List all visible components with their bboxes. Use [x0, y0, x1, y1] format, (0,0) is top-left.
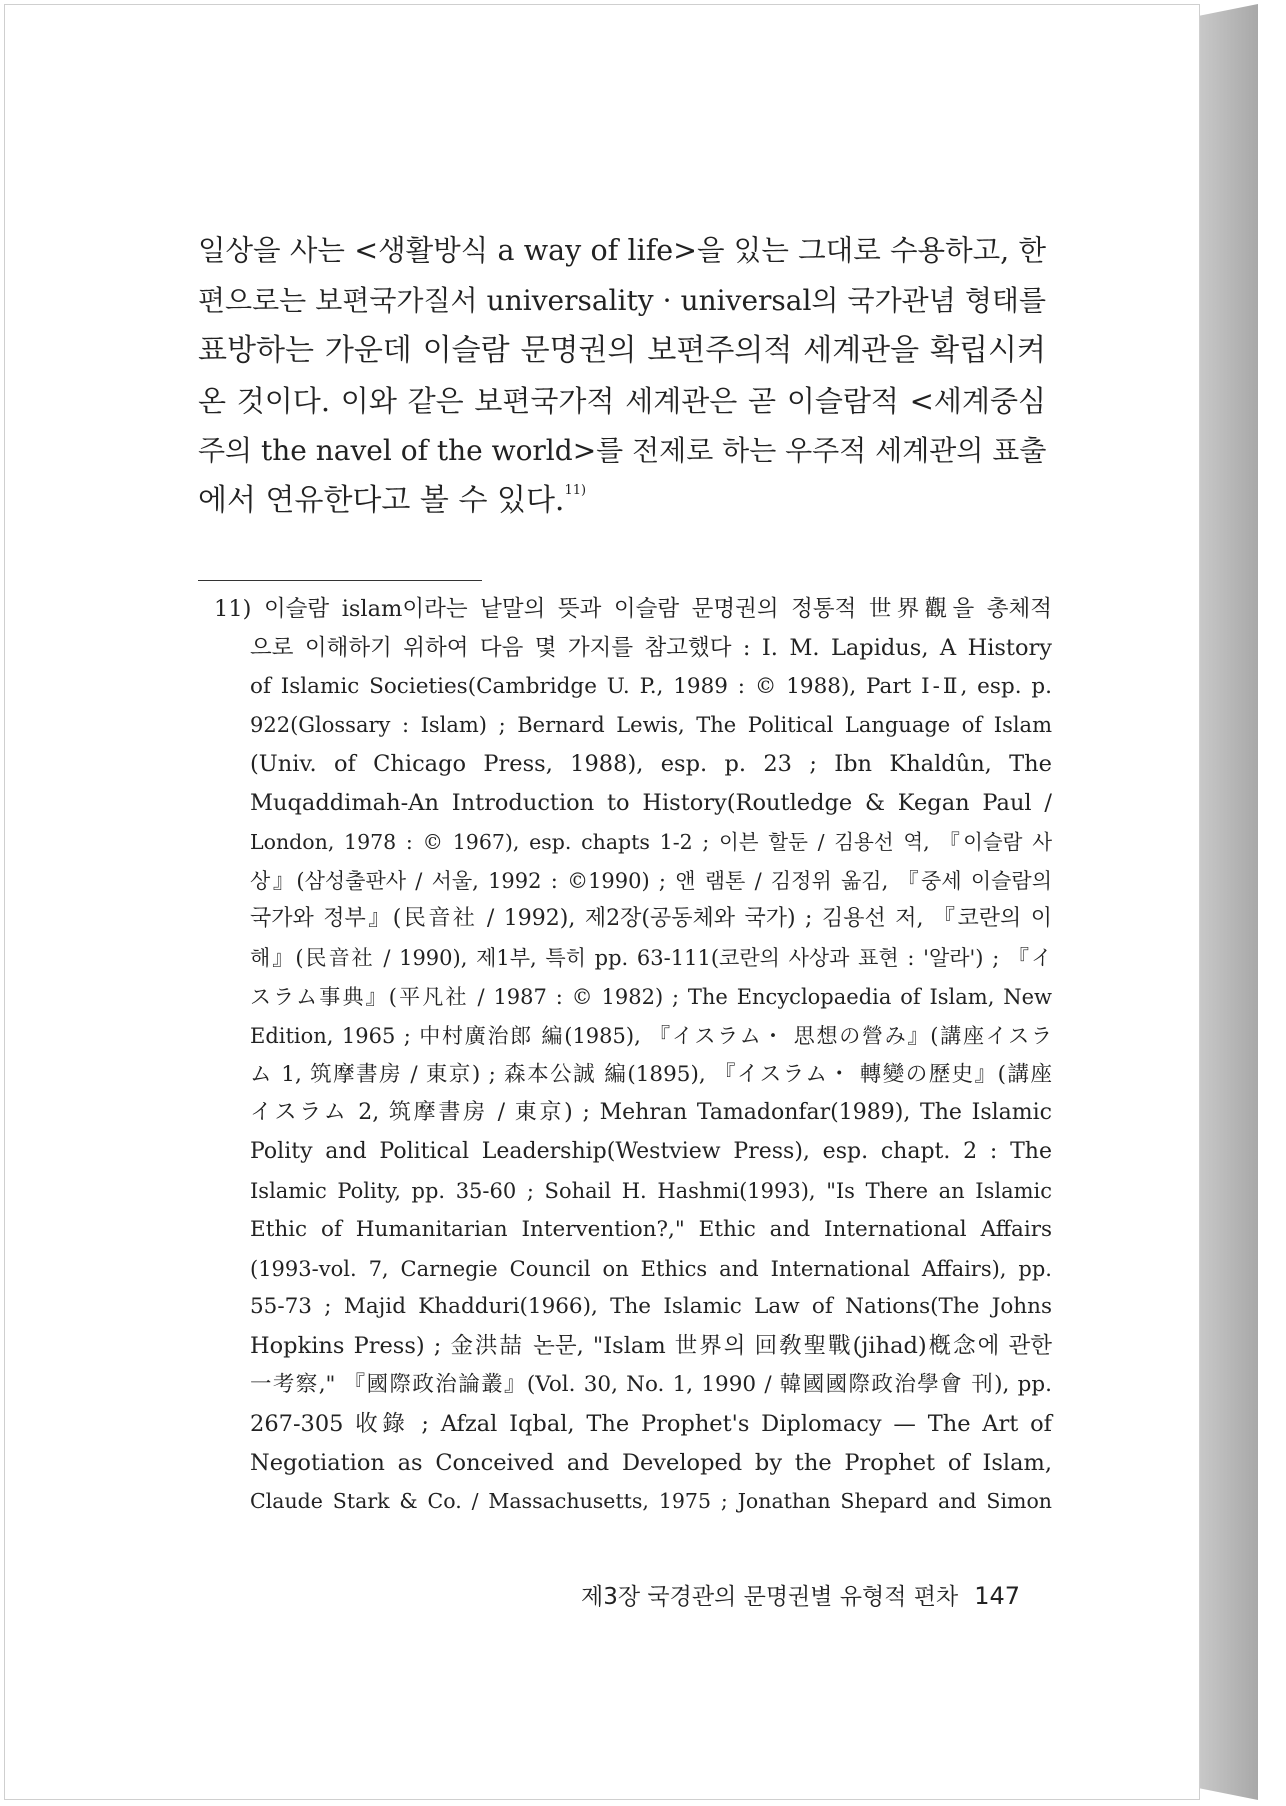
- footnote-line: 922(Glossary : Islam) ; Bernard Lewis, The Political Language of Islam: [250, 713, 1052, 738]
- footnote-line: 一考察," 『國際政治論叢』(Vol. 30, No. 1, 1990 / 韓國國際政治學會 刊), pp.: [250, 1371, 1052, 1397]
- body-line-last: [198, 476, 1046, 526]
- footnote-line: Ethic of Humanitarian Intervention?," Ethic and International Affairs: [250, 1216, 1052, 1242]
- footnote-line: of Islamic Societies(Cambridge U. P., 1989 : © 1988), Part Ⅰ-Ⅱ, esp. p.: [250, 673, 1052, 699]
- running-footer: [560, 1578, 1020, 1611]
- footnote-reference: 11): [564, 483, 587, 498]
- footnote-line: 267-305 收錄 ; Afzal Iqbal, The Prophet's Diplomacy — The Art of: [250, 1410, 1052, 1437]
- footnote-line: ム 1, 筑摩書房 / 東京) ; 森本公誠 編(1895), 『イスラム・ 轉變の歷史』(講座: [250, 1061, 1052, 1087]
- footnote-11: [214, 590, 1052, 1521]
- footnote-line: Hopkins Press) ; 金洪喆 논문, "Islam 世界의 回敎聖戰(jihad)槪念에 관한: [250, 1333, 1052, 1360]
- footnote-line: 해』(民音社 / 1990), 제1부, 특히 pp. 63-111(코란의 사상과 표현 : '알라') ; 『イ: [250, 946, 1052, 971]
- body-line: 일상을 사는 <생활방식 a way of life>을 있는 그대로 수용하고, 한: [198, 234, 1046, 267]
- footnote-line: スラム事典』(平凡社 / 1987 : © 1982) ; The Encyclopaedia of Islam, New: [250, 984, 1052, 1009]
- footnote-line: 11) 이슬람 islam이라는 낱말의 뜻과 이슬람 문명권의 정통적 世界觀을 총체적: [214, 596, 1052, 622]
- footnote-line: London, 1978 : © 1967), esp. chapts 1-2 ; 이븐 할둔 / 김용선 역, 『이슬람 사: [250, 829, 1052, 854]
- body-line-text: 에서 연유한다고 볼 수 있다.: [198, 483, 565, 518]
- footnote-line: Negotiation as Conceived and Developed by the Prophet of Islam,: [250, 1449, 1052, 1476]
- footnote-line: Muqaddimah-An Introduction to History(Routledge & Kegan Paul /: [250, 789, 1052, 816]
- body-line: 편으로는 보편국가질서 universality · universal의 국가관념 형태를: [198, 284, 1046, 317]
- footnote-line: (1993-vol. 7, Carnegie Council on Ethics and International Affairs), pp.: [250, 1256, 1052, 1281]
- footnote-line: Edition, 1965 ; 中村廣治郎 編(1985), 『イスラム・ 思想の營み』(講座イスラ: [250, 1023, 1052, 1048]
- chapter-title: 제3장 국경관의 문명권별 유형적 편차: [581, 1584, 959, 1610]
- footnote-line: 으로 이해하기 위하여 다음 몇 가지를 참고했다 : I. M. Lapidus, A History: [250, 634, 1052, 661]
- body-line: 온 것이다. 이와 같은 보편국가적 세계관은 곧 이슬람적 <세계중심: [198, 384, 1046, 418]
- footnote-line: 상』(삼성출판사 / 서울, 1992 : ©1990) ; 앤 램톤 / 김정위 옮김, 『중세 이슬람의: [250, 868, 1052, 893]
- footnote-line: (Univ. of Chicago Press, 1988), esp. p. 23 ; Ibn Khaldûn, The: [250, 751, 1052, 778]
- footnote-line: Claude Stark & Co. / Massachusetts, 1975 ; Jonathan Shepard and Simon: [250, 1489, 1052, 1514]
- footnote-separator: [198, 580, 482, 581]
- footnote-line: イスラム 2, 筑摩書房 / 東京) ; Mehran Tamadonfar(1989), The Islamic: [250, 1100, 1052, 1126]
- body-line: 주의 the navel of the world>를 전제로 하는 우주적 세계관의 표출: [198, 434, 1047, 467]
- page-edge-shadow: [1198, 4, 1258, 1800]
- body-paragraph: [198, 226, 1046, 526]
- page-number: 147: [974, 1582, 1020, 1610]
- body-line: 표방하는 가운데 이슬람 문명권의 보편주의적 세계관을 확립시켜: [198, 333, 1046, 368]
- footnote-line: Islamic Polity, pp. 35-60 ; Sohail H. Hashmi(1993), "Is There an Islamic: [250, 1178, 1052, 1203]
- footnote-line: 55-73 ; Majid Khadduri(1966), The Islamic Law of Nations(The Johns: [250, 1294, 1052, 1320]
- footnote-line: 국가와 정부』(民音社 / 1992), 제2장(공동체와 국가) ; 김용선 저, 『코란의 이: [250, 906, 1052, 932]
- footnote-line: Polity and Political Leadership(Westview Press), esp. chapt. 2 : The: [250, 1139, 1052, 1165]
